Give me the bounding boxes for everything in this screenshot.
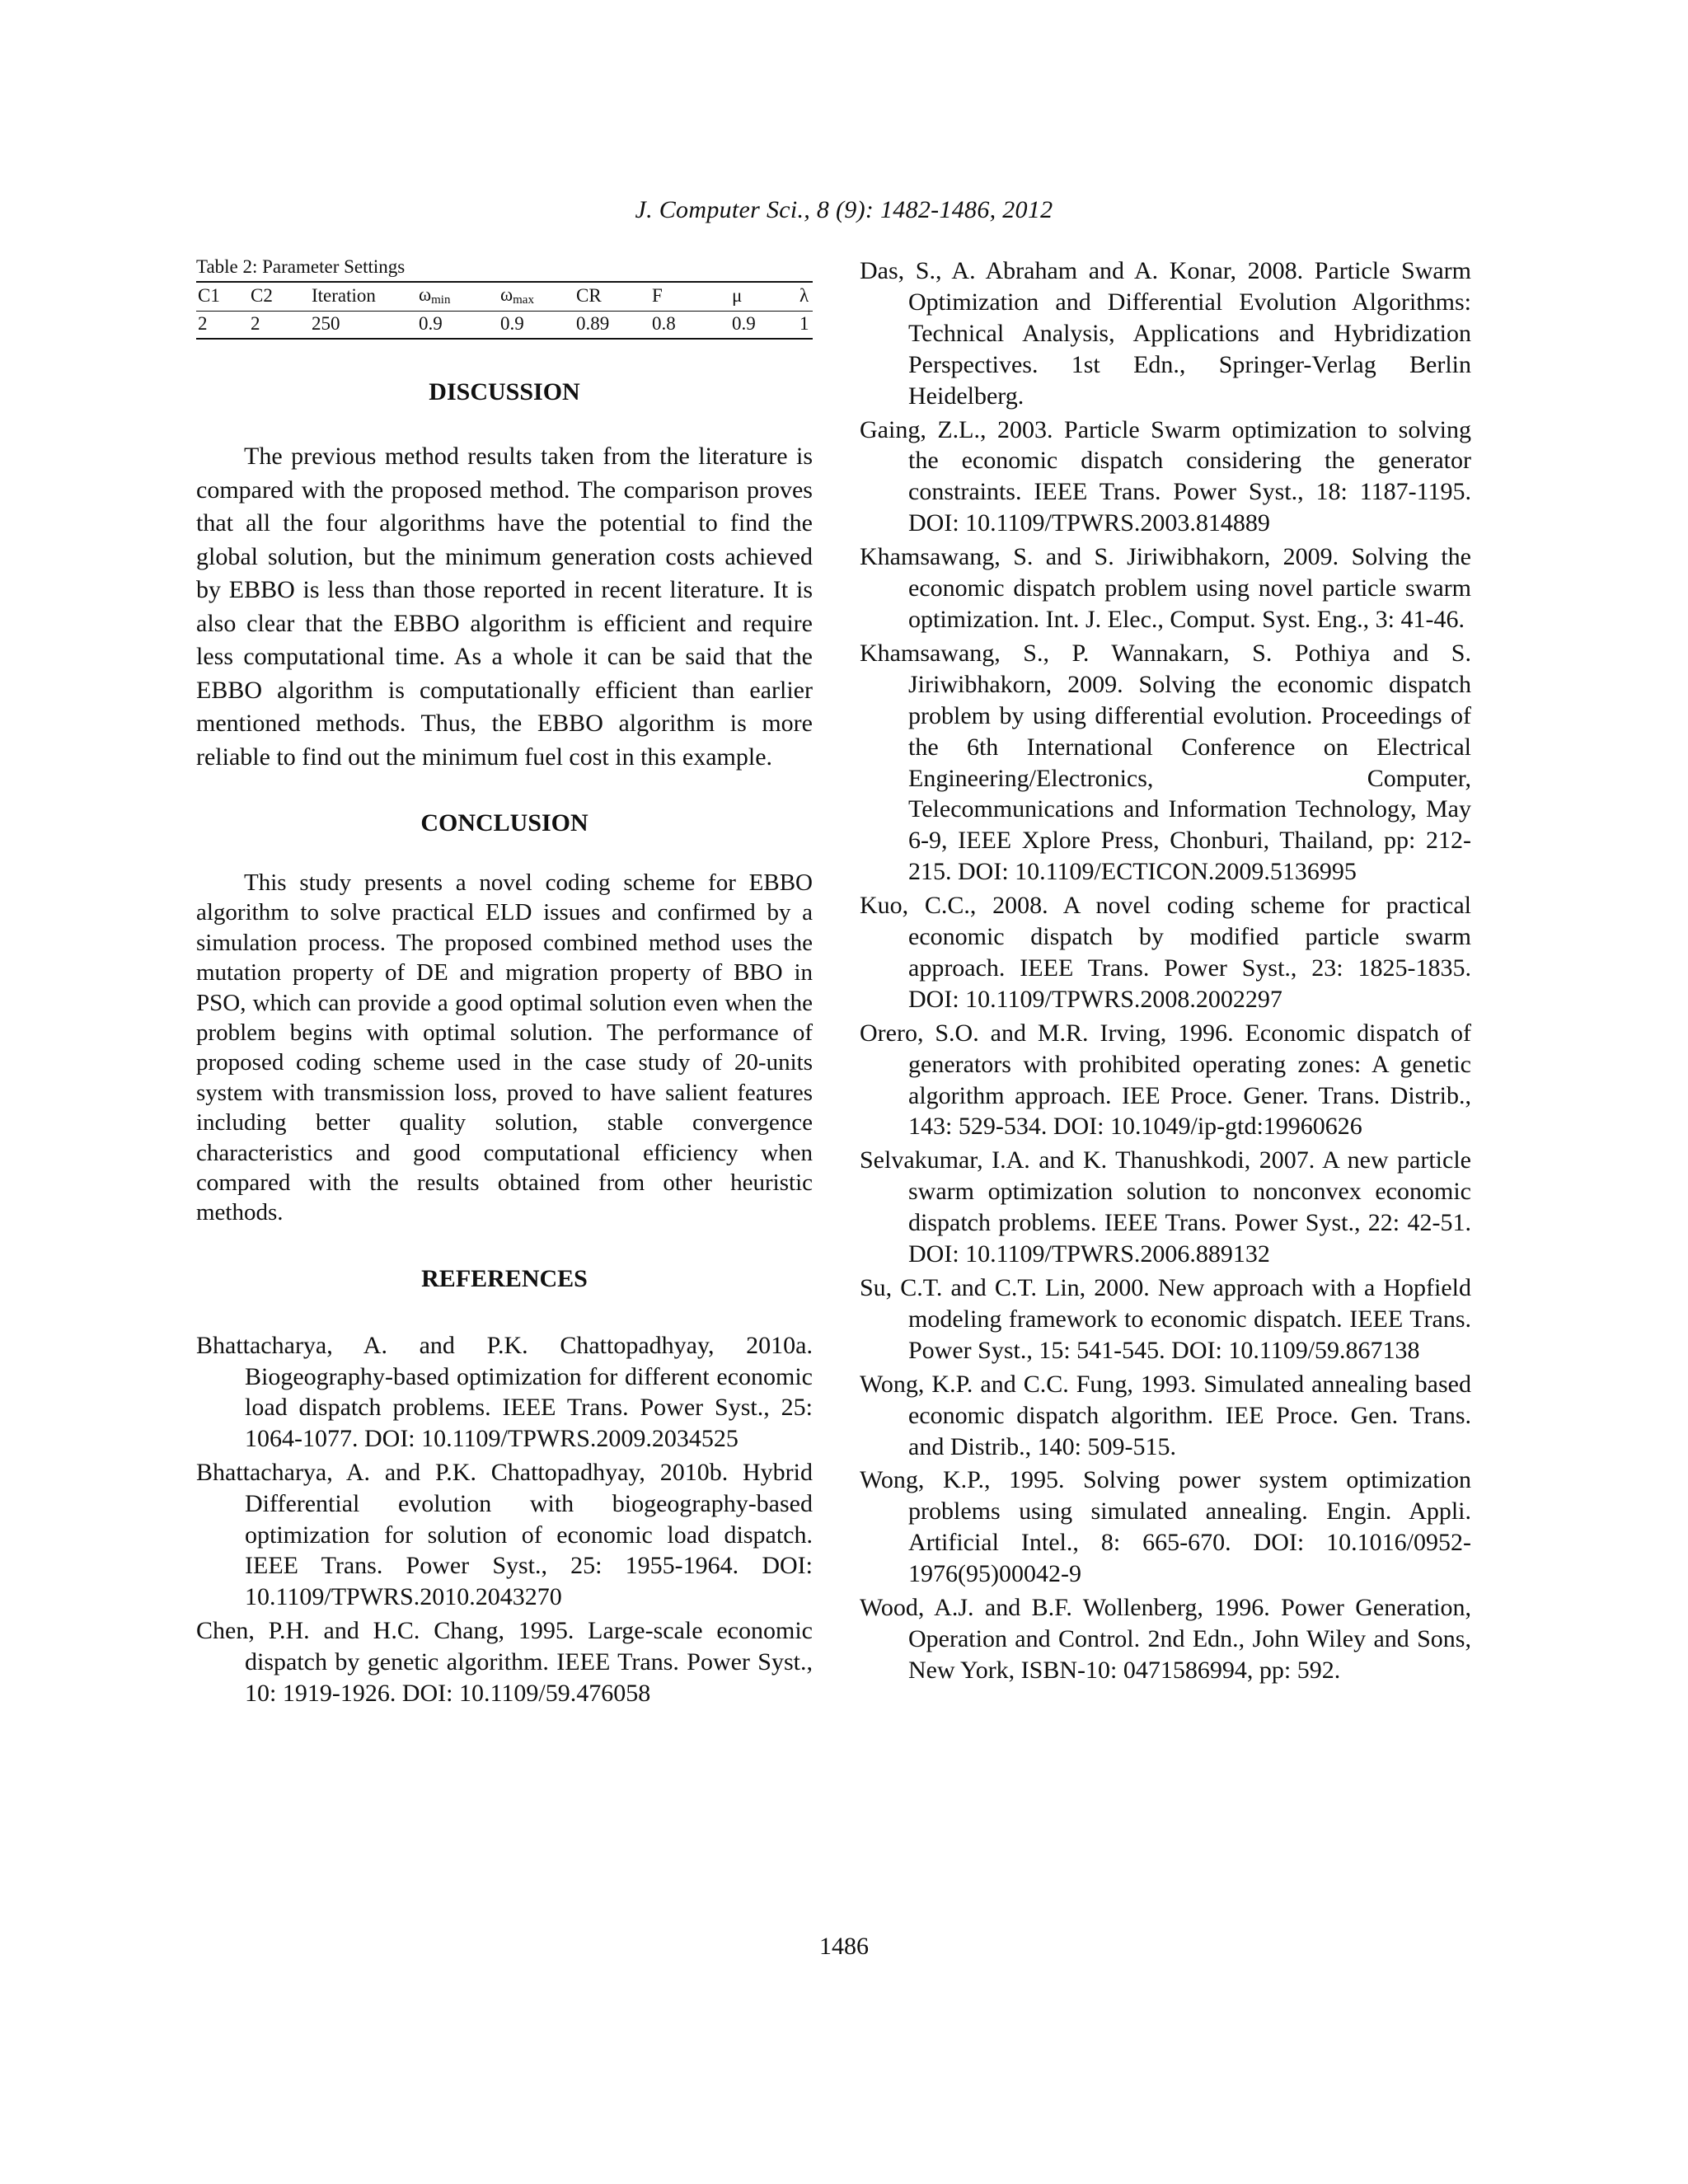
table-cell: 0.89 [576,313,610,334]
col-header-cr: CR [576,285,602,306]
reference-entry: Su, C.T. and C.T. Lin, 2000. New approach with a Hopfield modeling framework to economic dispatch. IEEE Trans. Power Syst., 15: 541-545. DOI: 10.1109/59.867138 [860,1274,1471,1364]
col-header-c1: C1 [198,285,220,306]
reference-entry: Khamsawang, S. and S. Jiriwibhakorn, 2009. Solving the economic dispatch problem using novel particle swarm optimization. Int. J. Elec., Comput. Syst. Eng., 3: 41-46. [860,543,1471,633]
reference-entry: Kuo, C.C., 2008. A novel coding scheme for practical economic dispatch by modified particle swarm approach. IEEE Trans. Power Syst., 23: 1825-1835. DOI: 10.1109/TPWRS.2008.2002297 [860,892,1471,1013]
reference-entry: Khamsawang, S., P. Wannakarn, S. Pothiya and S. Jiriwibhakorn, 2009. Solving the economic dispatch problem by using differential evolution. Proceedings of the 6th International Conference on Electrical Engineering/Electronics, Computer, Telecommunications and Information Technology, May 6-9, IEEE Xplore Press, Chonburi, Thailand, pp: 212-215. DOI: 10.1109/ECTICON.2009.5136995 [860,639,1471,886]
table-header-row [196,282,813,312]
table-cell: 250 [312,313,340,334]
table-cell: 0.9 [500,313,524,334]
reference-entry: Das, S., A. Abraham and A. Konar, 2008. Particle Swarm Optimization and Differential Evolution Algorithms: Technical Analysis, Applications and Hybridization Perspectives. 1st Edn., Springer-Verlag Berlin Heidelberg. [860,257,1471,410]
reference-entry: Bhattacharya, A. and P.K. Chattopadhyay, 2010a. Biogeography-based optimization for different economic load dispatch problems. IEEE Trans. Power Syst., 25: 1064-1077. DOI: 10.1109/TPWRS.2009.2034525 [196,1331,813,1453]
reference-entry: Wong, K.P. and C.C. Fung, 1993. Simulated annealing based economic dispatch algorithm. IEE Proce. Gen. Trans. and Distrib., 140: 509-515. [860,1370,1471,1460]
conclusion-paragraph: This study presents a novel coding scheme for EBBO algorithm to solve practical ELD issues and confirmed by a simulation process. The proposed combined method uses the mutation property of DE and migration property of BBO in PSO, which can provide a good optimal solution even when the problem begins with optimal solution. The performance of proposed coding scheme used in the case study of 20-units system with transmission loss, proved to have salient features including better quality solution, stable convergence characteristics and good computational efficiency when compared with the results obtained from other heuristic methods. [196,869,813,1226]
page-number: 1486 [819,1933,869,1960]
left-column [196,255,813,1711]
table-cell: 0.9 [732,313,756,334]
parameter-table [196,281,813,340]
reference-entry: Chen, P.H. and H.C. Chang, 1995. Large-scale economic dispatch by genetic algorithm. IEEE Trans. Power Syst., 10: 1919-1926. DOI: 10.1109/59.476058 [196,1617,813,1707]
reference-entry: Bhattacharya, A. and P.K. Chattopadhyay, 2010b. Hybrid Differential evolution with biogeography-based optimization for solution of economic load dispatch. IEEE Trans. Power Syst., 25: 1955-1964. DOI: 10.1109/TPWRS.2010.2043270 [196,1459,813,1611]
table-cell: 1 [799,313,809,334]
col-header-f: F [652,285,663,306]
table-cell: 2 [198,313,208,334]
col-header-lambda: λ [799,285,809,306]
table-caption: Table 2: Parameter Settings [196,256,406,277]
conclusion-heading: CONCLUSION [420,809,588,837]
running-header: J. Computer Sci., 8 (9): 1482-1486, 2012 [635,196,1053,223]
col-header-c2: C2 [251,285,273,306]
col-header-omega-min: $\omega_{min}$ [419,284,451,307]
reference-entry: Selvakumar, I.A. and K. Thanushkodi, 2007. A new particle swarm optimization solution to nonconvex economic dispatch problems. IEEE Trans. Power Syst., 22: 42-51. DOI: 10.1109/TPWRS.2006.889132 [860,1146,1471,1268]
col-header-iteration: Iteration [312,285,376,306]
reference-entry: Wood, A.J. and B.F. Wollenberg, 1996. Power Generation, Operation and Control. 2nd Edn., John Wiley and Sons, New York, ISBN-10: 0471586994, pp: 592. [860,1594,1471,1684]
reference-entry: Wong, K.P., 1995. Solving power system optimization problems using simulated annealing. Engin. Appli. Artificial Intel., 8: 665-670. DOI: 10.1016/0952-1976(95)00042-9 [860,1466,1471,1588]
table-row [196,312,813,340]
references-heading: REFERENCES [421,1264,588,1292]
table-cell: 0.8 [652,313,676,334]
reference-entry: Orero, S.O. and M.R. Irving, 1996. Economic dispatch of generators with prohibited operating zones: A genetic algorithm approach. IEE Proce. Gener. Trans. Distrib., 143: 529-534. DOI: 10.1049/ip-gtd:19960626 [860,1019,1471,1141]
table-cell: 0.9 [419,313,443,334]
col-header-mu: μ [732,285,743,306]
table-cell: 2 [251,313,260,334]
reference-entry: Gaing, Z.L., 2003. Particle Swarm optimization to solving the economic dispatch considering the generator constraints. IEEE Trans. Power Syst., 18: 1187-1195. DOI: 10.1109/TPWRS.2003.814889 [860,415,1471,537]
discussion-heading: DISCUSSION [429,378,580,405]
col-header-omega-max: $\omega_{max}$ [500,284,534,307]
right-column [860,255,1471,1689]
discussion-paragraph: The previous method results taken from the literature is compared with the proposed method. The comparison proves that all the four algorithms have the potential to find the global solution, but the minimum generation costs achieved by EBBO is less than those reported in recent literature. It is also clear that the EBBO algorithm is efficient and require less computational time. As a whole it can be said that the EBBO algorithm is computationally efficient than earlier mentioned methods. Thus, the EBBO algorithm is more reliable to find out the minimum fuel cost in this example. [196,443,813,771]
